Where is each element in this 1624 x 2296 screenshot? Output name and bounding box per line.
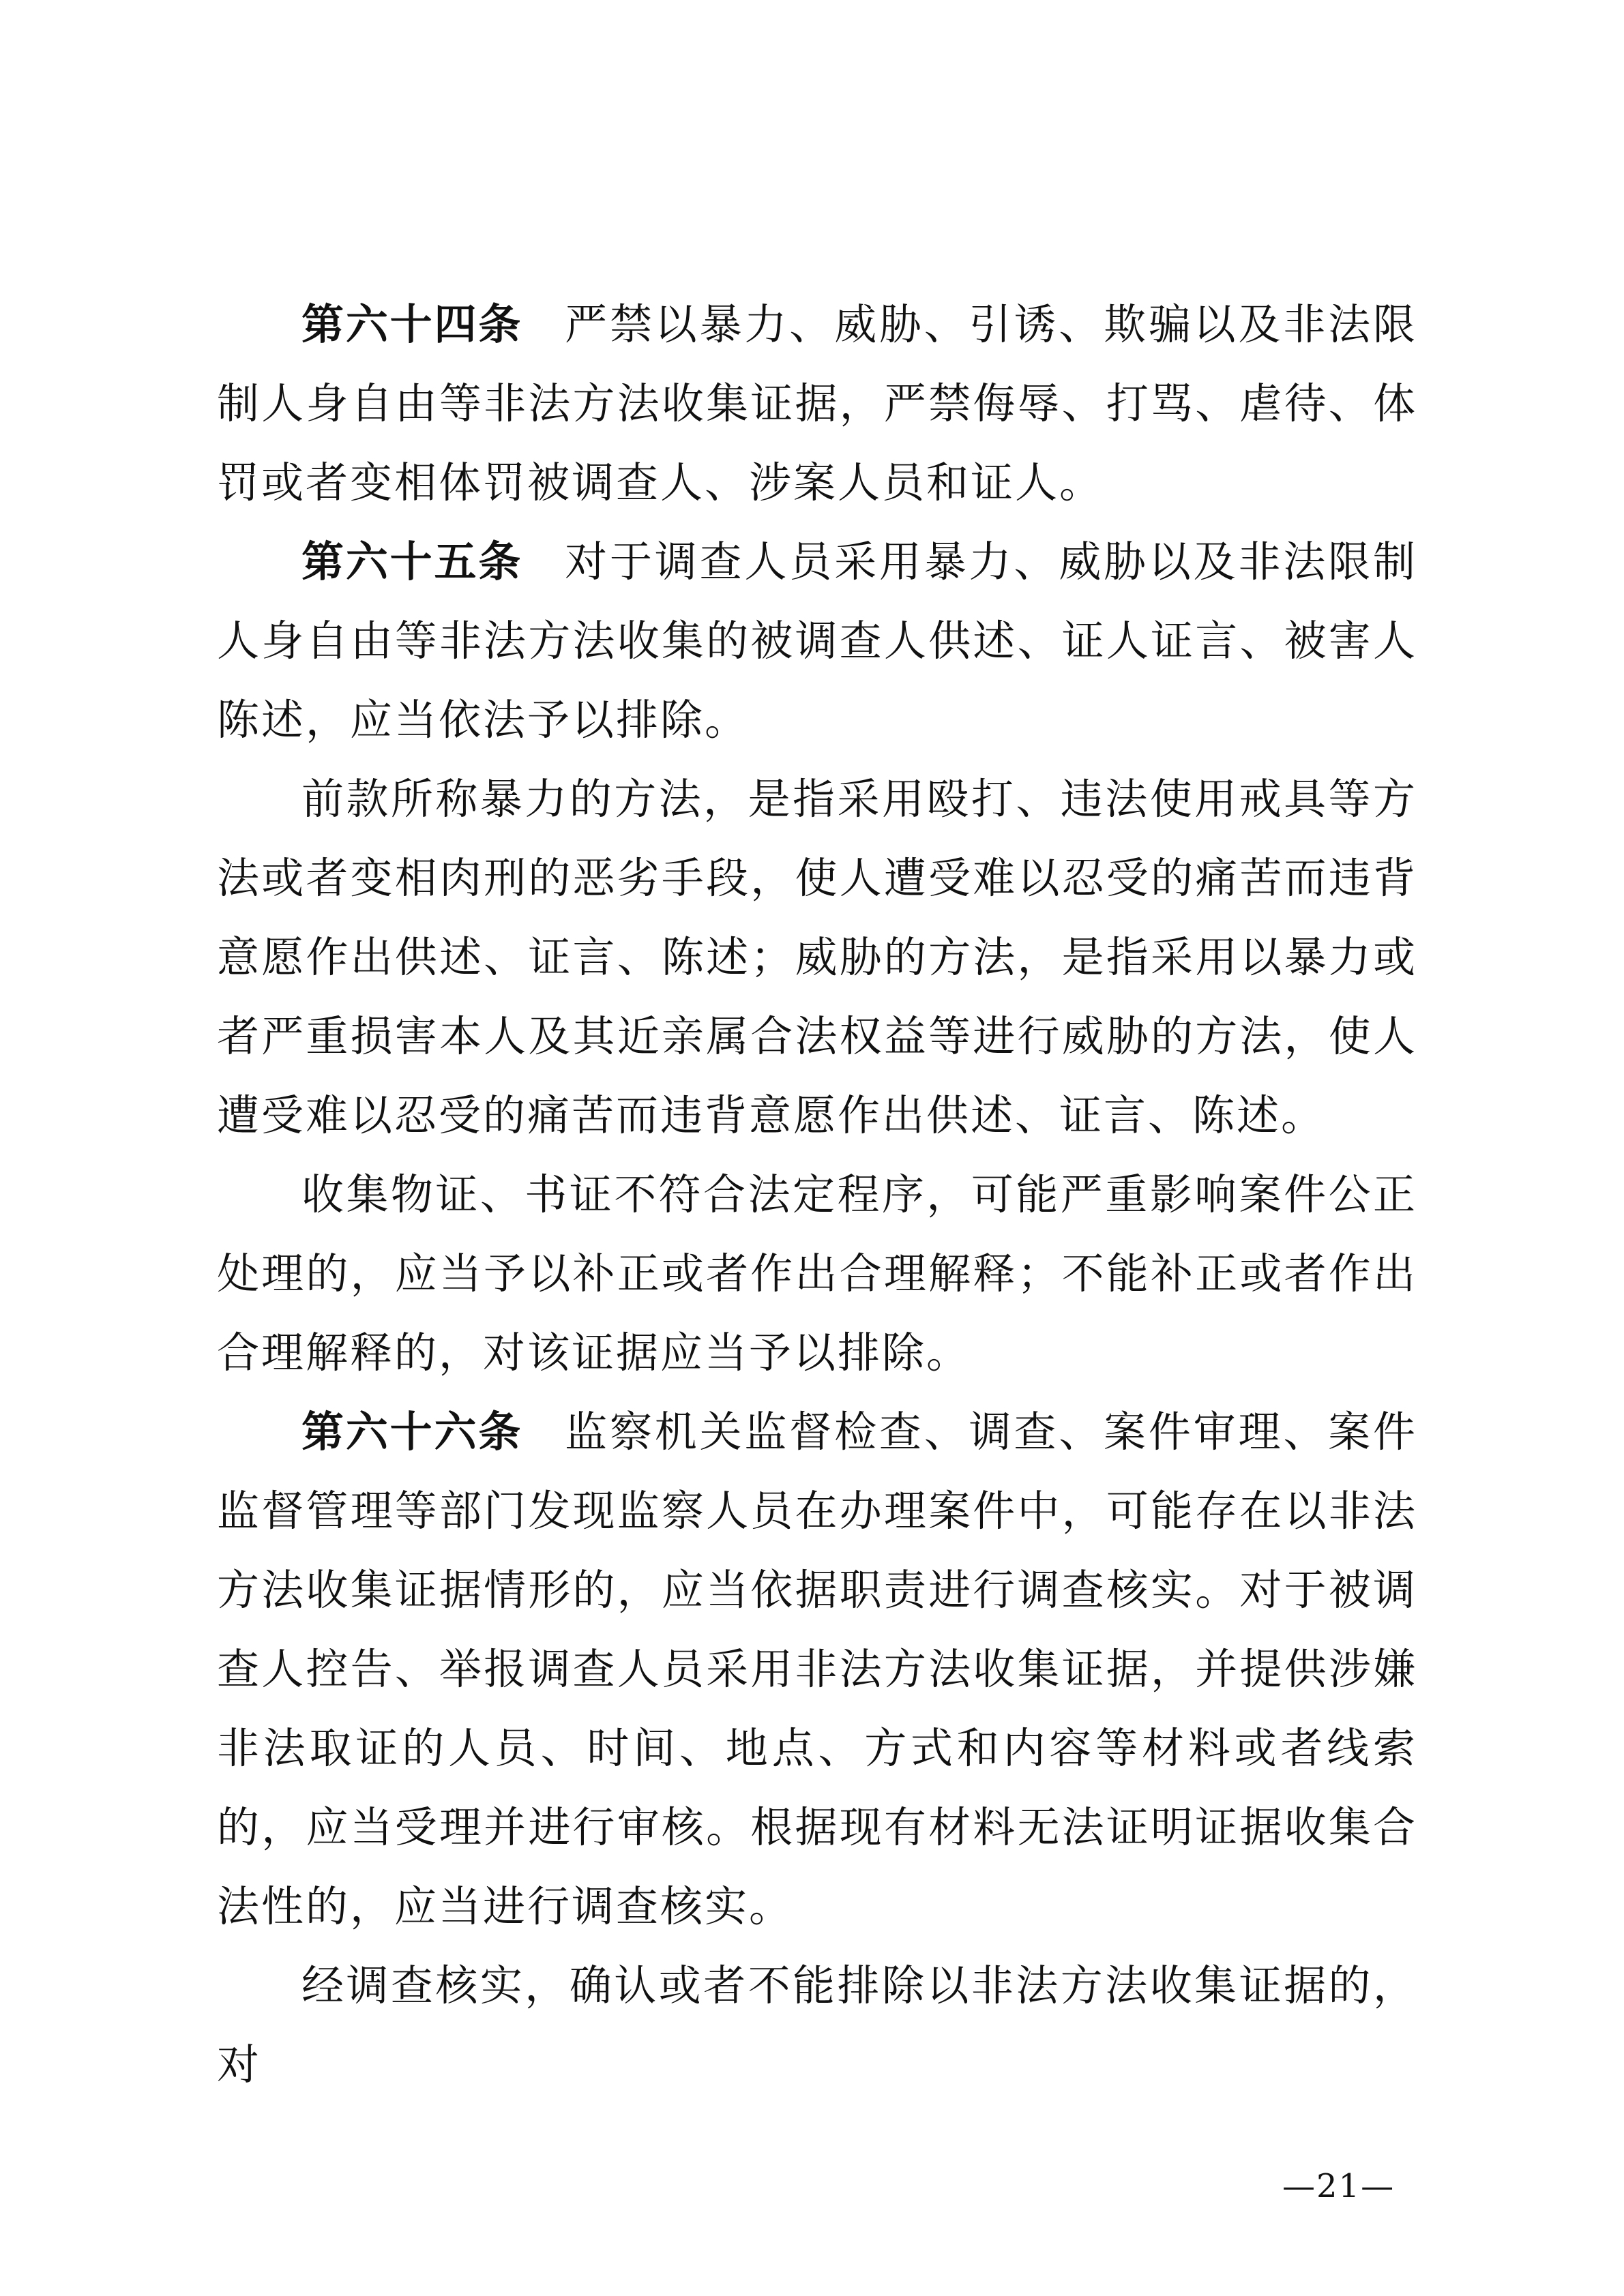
- paragraph-verification: [217, 1946, 1417, 2104]
- page-number: —21—: [1282, 2167, 1396, 2205]
- paragraph-violence-definition: [217, 760, 1417, 1155]
- article-number: 第六十四条: [301, 299, 523, 349]
- paragraph-physical-evidence: [217, 1155, 1417, 1392]
- paragraph-text: 收集物证、书证不符合法定程序，可能严重影响案件公正处理的，应当予以补正或者作出合理解释；不能补正或者作出合理解释的，对该证据应当予以排除。: [217, 1169, 1417, 1377]
- paragraph-text: 经调查核实，确认或者不能排除以非法方法收集证据的，对: [217, 1960, 1417, 2089]
- paragraph-article-64: [217, 285, 1417, 522]
- body-text: [217, 285, 1417, 2104]
- paragraph-article-65: [217, 522, 1417, 760]
- article-number: 第六十六条: [301, 1407, 523, 1457]
- paragraph-text: 前款所称暴力的方法，是指采用殴打、违法使用戒具等方法或者变相肉刑的恶劣手段，使人遭受难以忍受的痛苦而违背意愿作出供述、证言、陈述；威胁的方法，是指采用以暴力或者严重损害本人及其近亲属合法权益等进行威胁的方法，使人遭受难以忍受的痛苦而违背意愿作出供述、证言、陈述。: [217, 774, 1417, 1140]
- paragraph-text: 监察机关监督检查、调查、案件审理、案件监督管理等部门发现监察人员在办理案件中，可能存在以非法方法收集证据情形的，应当依据职责进行调查核实。对于被调查人控告、举报调查人员采用非法方法收集证据，并提供涉嫌非法取证的人员、时间、地点、方式和内容等材料或者线索的，应当受理并进行审核。根据现有材料无法证明证据收集合法性的，应当进行调查核实。: [217, 1407, 1417, 1931]
- article-number: 第六十五条: [301, 537, 523, 586]
- paragraph-text: 对于调查人员采用暴力、威胁以及非法限制人身自由等非法方法收集的被调查人供述、证人证言、被害人陈述，应当依法予以排除。: [217, 537, 1417, 745]
- paragraph-text: 严禁以暴力、威胁、引诱、欺骗以及非法限制人身自由等非法方法收集证据，严禁侮辱、打骂、虐待、体罚或者变相体罚被调查人、涉案人员和证人。: [217, 299, 1417, 507]
- paragraph-article-66: [217, 1392, 1417, 1946]
